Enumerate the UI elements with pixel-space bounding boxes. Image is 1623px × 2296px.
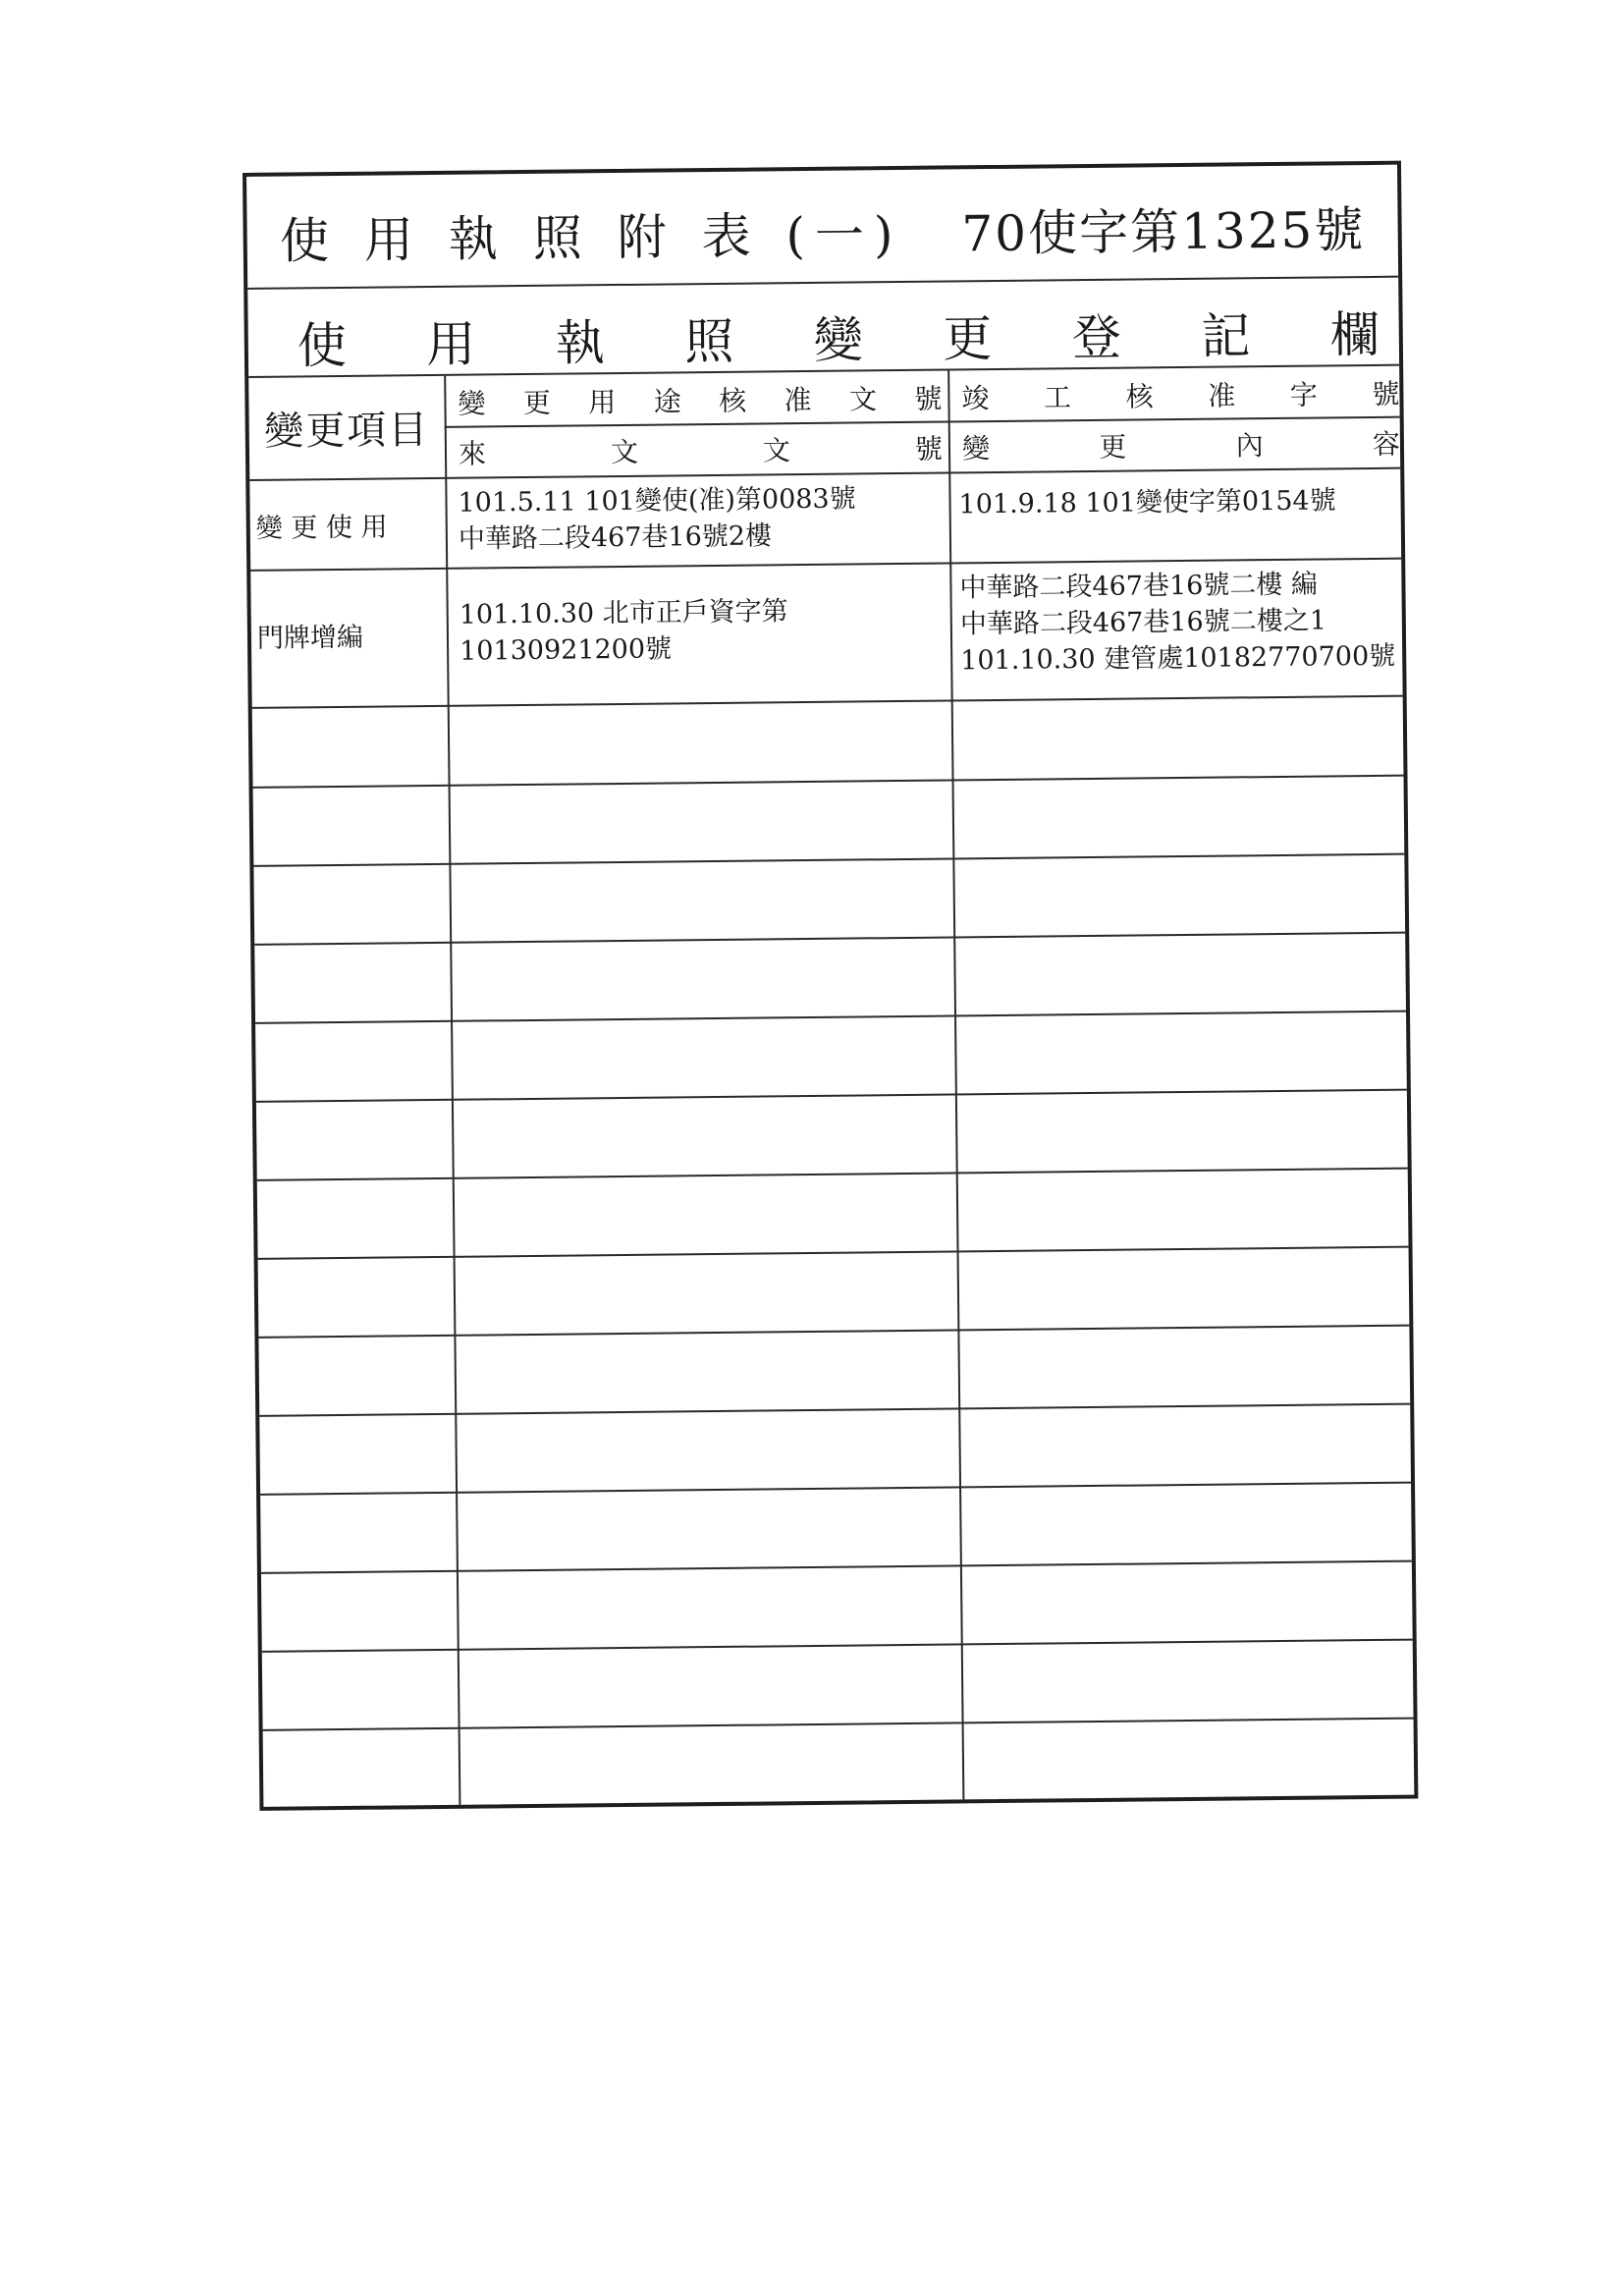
heading-char: 變 <box>813 311 864 369</box>
header-char: 核 <box>718 384 747 417</box>
empty-row-line <box>253 775 1404 789</box>
header-char: 變 <box>961 432 991 465</box>
change-content-header <box>948 418 1406 472</box>
header-char: 號 <box>914 432 944 465</box>
heading-char: 照 <box>684 312 734 371</box>
license-attachment-sheet <box>243 161 1418 1811</box>
header-char: 容 <box>1372 427 1401 461</box>
change-item-header: 變更項目 <box>264 408 430 455</box>
heading-char: 記 <box>1200 307 1251 365</box>
header-char: 變 <box>458 387 486 420</box>
row-2-doc-line: 10130921200號 <box>459 633 673 667</box>
header-char: 號 <box>1372 377 1400 410</box>
empty-row-line <box>263 1718 1414 1731</box>
column-divider <box>444 376 460 1805</box>
header-char: 准 <box>1208 379 1236 412</box>
heading-char: 使 <box>297 316 348 375</box>
section-heading <box>297 296 1380 378</box>
header-char: 來 <box>458 437 487 470</box>
header-char: 核 <box>1125 380 1154 413</box>
header-char: 工 <box>1043 381 1072 414</box>
header-char: 准 <box>784 383 812 417</box>
title-row <box>246 165 1398 290</box>
empty-row-line <box>261 1560 1412 1574</box>
header-char: 竣 <box>961 382 990 415</box>
empty-row-line <box>255 1011 1406 1024</box>
row-2-content-line: 101.10.30 建管處10182770700號 <box>960 640 1396 677</box>
row-1-completion-doc <box>958 482 1335 522</box>
header-char: 字 <box>1289 378 1318 411</box>
empty-row-line <box>254 932 1405 946</box>
row-2-item: 門牌增編 <box>256 622 364 654</box>
row-1-address-line: 中華路二段467巷16號2樓 <box>458 520 773 555</box>
row-1-item: 變 更 使 用 <box>255 512 388 544</box>
header-char: 途 <box>653 385 681 418</box>
row-1-content-line: 101.9.18 101變使字第0154號 <box>958 485 1336 520</box>
heading-char: 欄 <box>1329 305 1380 364</box>
row-2-incoming-doc <box>460 593 789 670</box>
empty-row-line <box>258 1246 1409 1260</box>
row-2-content-line: 中華路二段467巷16號二樓之1 <box>959 605 1327 640</box>
empty-row-line <box>260 1482 1411 1496</box>
row-1-approval-doc <box>458 480 856 557</box>
empty-row-line <box>259 1403 1410 1417</box>
license-number: 70使字第1325號 <box>961 201 1366 263</box>
heading-char: 執 <box>555 314 606 372</box>
incoming-doc-header <box>445 422 948 476</box>
heading-char: 登 <box>1071 308 1122 367</box>
document-title <box>246 191 1398 273</box>
empty-row-line <box>257 1168 1408 1181</box>
completion-approval-header <box>947 368 1405 422</box>
title-label: 使 用 執 照 附 表 (一) <box>279 205 903 270</box>
heading-char: 更 <box>943 310 993 368</box>
row-2-change-content <box>959 566 1395 680</box>
header-char: 內 <box>1235 429 1264 463</box>
row-2-content-line: 中華路二段467巷16號二樓 編 <box>959 569 1319 604</box>
empty-row-line <box>258 1325 1409 1339</box>
header-char: 文 <box>762 434 791 467</box>
empty-row-line <box>256 1089 1407 1103</box>
header-char: 號 <box>914 382 943 415</box>
row-2-doc-line: 101.10.30 北市正戶資字第 <box>459 596 788 630</box>
empty-row-line <box>262 1639 1413 1653</box>
header-char: 文 <box>848 383 878 416</box>
approval-doc-header <box>444 372 947 426</box>
header-char: 用 <box>588 386 617 419</box>
header-char: 更 <box>522 386 552 420</box>
header-char: 文 <box>610 435 639 469</box>
header-char: 更 <box>1099 430 1127 464</box>
row-1-approval-line: 101.5.11 101變使(准)第0083號 <box>458 483 856 519</box>
heading-char: 用 <box>426 315 476 374</box>
subtitle-row <box>247 278 1399 378</box>
empty-row-line <box>253 853 1404 867</box>
